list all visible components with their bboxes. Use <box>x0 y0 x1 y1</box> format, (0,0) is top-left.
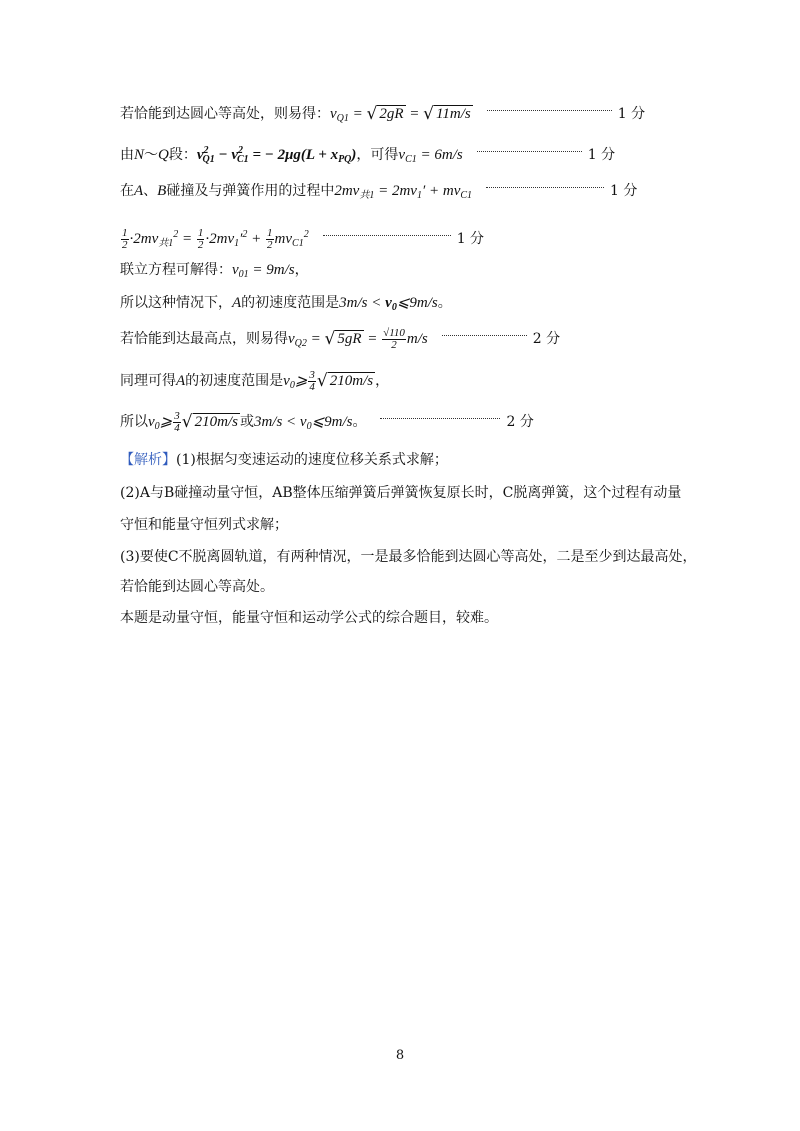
score: 2 分 <box>506 414 534 430</box>
formula-range-2: $v_0⩾$ $\frac{3}{4}$ √ 210m/s <box>283 369 374 394</box>
formula-vc1: $v_{C1} = 6m/s$ <box>398 147 463 165</box>
analysis-text: 守恒和能量守恒列式求解； <box>120 517 288 533</box>
line-text: 碰撞及与弹簧作用的过程中 <box>166 183 335 199</box>
line-text: 所以这种情况下， <box>120 295 232 311</box>
solution-line-3: 在A、B碰撞及与弹簧作用的过程中$2mv_{共1} = 2mv_1' + mv_{C1}$ 1 分 <box>120 183 638 201</box>
dotted-leader <box>323 234 451 236</box>
analysis-line-5 <box>120 574 274 600</box>
page-number: 8 <box>395 1048 405 1063</box>
formula-vq1: $v_{Q1}$ = √ 2gR = √ 11m/s <box>330 104 471 124</box>
dotted-leader <box>486 186 604 188</box>
line-text: 由 <box>120 147 134 163</box>
line-text: ，可得 <box>356 147 399 163</box>
formula-vq2: $v_{Q2}$ = √ 5gR = $\frac{√110}{2}$ m/s <box>288 327 428 352</box>
solution-line-8: 同理可得A的初速度范围是$v_0⩾$ $\frac{3}{4}$ √ 210m/s ， <box>120 369 390 394</box>
formula-v01: $v_{01} = 9m/s$ <box>232 262 295 280</box>
analysis-text: (3)要使C不脱离圆轨道，有两种情况，一是最多恰能到达圆心等高处，二是至少到达最高处， <box>120 549 697 565</box>
line-text: 联立方程可解得： <box>120 262 232 278</box>
line-text: 或 <box>239 414 254 430</box>
dotted-leader <box>487 109 612 111</box>
solution-line-7 <box>120 326 560 352</box>
score: 1 分 <box>610 183 638 199</box>
line-text: 的初速度范围是 <box>185 373 284 389</box>
analysis-text: 本题是动量守恒，能量守恒和运动学公式的综合题目，较难。 <box>120 610 498 626</box>
analysis-line-4 <box>120 544 697 570</box>
score: 2 分 <box>532 331 561 347</box>
solution-line-9: 所以$v_0⩾$ $\frac{3}{4}$ √ 210m/s 或$3m/s < v_0⩽9m/s$。 2 分 <box>120 410 534 435</box>
solution-line-1 <box>120 101 645 127</box>
analysis-line-3 <box>120 512 288 538</box>
solution-line-5: 联立方程可解得：$v_{01} = 9m/s$， <box>120 262 309 280</box>
line-text: 的初速度范围是 <box>241 295 340 311</box>
dotted-leader <box>477 150 582 152</box>
analysis-text: 若恰能到达圆心等高处。 <box>120 579 274 595</box>
dotted-leader <box>380 417 500 419</box>
formula-final-range-b: $3m/s < v_0⩽9m/s$ <box>253 414 353 432</box>
solution-line-2: 由N～Q段：$v^2_{Q1} - v^2_{C1}$ = − $2\mu g(L + x_{PQ})$，可得$v_{C1} = 6m/s$ 1 分 <box>120 145 616 165</box>
score: 1 分 <box>617 106 646 122</box>
solution-line-4 <box>120 222 485 252</box>
line-text: 同理可得 <box>120 373 176 389</box>
analysis-tag: 【解析】 <box>120 452 176 468</box>
line-text: 在 <box>120 183 134 199</box>
formula-segment: N <box>134 147 145 163</box>
analysis-line-6 <box>120 605 498 631</box>
analysis-text: (2)A与B碰撞动量守恒，AB整体压缩弹簧后弹簧恢复原长时，C脱离弹簧，这个过程有动量 <box>120 485 682 501</box>
score: 1 分 <box>456 231 485 247</box>
line-text: 所以 <box>120 414 148 430</box>
formula-energy: $v^2_{Q1} - v^2_{C1}$ = − $2\mu g(L + x_{PQ})$ <box>196 145 357 165</box>
line-text: 段： <box>168 147 197 163</box>
line-text: 若恰能到达圆心等高处，则易得： <box>120 106 330 122</box>
formula-kinetic-energy: $\frac{1}{2}$ $\cdot 2mv_{共1}^2$ = $\frac{1}{2}$ $\cdot 2mv_1'^2$ + $\frac{1}{2}$ $mv_{C1}^2$ <box>122 227 309 252</box>
formula-range-1: $3m/s < v_0⩽9m/s$ <box>339 295 438 313</box>
formula-momentum: $2mv_{共1} = 2mv_1' + mv_{C1}$ <box>334 183 473 201</box>
line-text: 若恰能到达最高点，则易得 <box>120 331 288 347</box>
formula-final-range-a: $v_0⩾$ $\frac{3}{4}$ √ 210m/s <box>148 410 238 435</box>
solution-line-6: 所以这种情况下，A的初速度范围是$3m/s < v_0⩽9m/s$。 <box>120 295 452 313</box>
dotted-leader <box>442 334 527 336</box>
analysis-text: (1)根据匀变速运动的速度位移关系式求解； <box>176 452 448 468</box>
analysis-line-2 <box>120 480 681 506</box>
analysis-line-1 <box>120 447 448 473</box>
score: 1 分 <box>587 147 616 163</box>
